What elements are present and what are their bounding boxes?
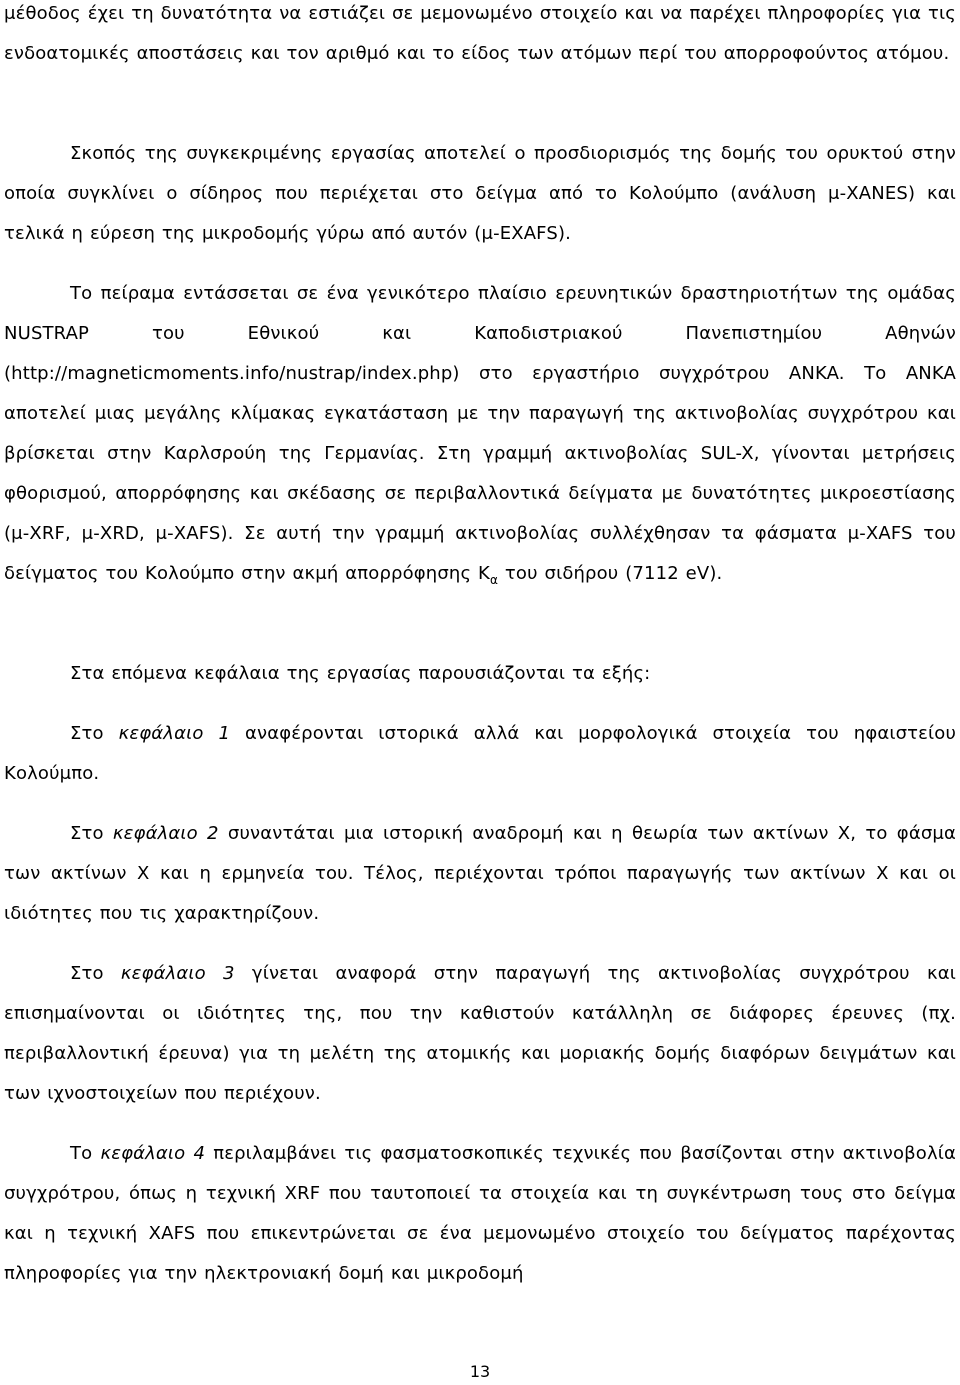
- paragraph-text-end: του σιδήρου (7112 eV).: [498, 563, 723, 584]
- chapter-reference: κεφάλαιο 4: [100, 1143, 206, 1164]
- chapter-reference: κεφάλαιο 3: [120, 963, 235, 984]
- paragraph-text: αναφέρονται ιστορικά αλλά και μορφολογικά στοιχεία του ηφαιστείου Κολούμπο.: [4, 723, 957, 784]
- paragraph-text: Το πείραμα εντάσσεται σε ένα γενικότερο πλαίσιο ερευνητικών δραστηριοτήτων της ομάδας NUSTRAP του Εθνικού και Καποδιστριακού Πανεπιστημίου Αθηνών (http://magneticmoments.info/nustrap/index.php) στο εργαστήριο συγχρότρου ANKA. Το ANKA αποτελεί μιας μεγάλης κλίμακας εγκατάσταση με την παραγωγή της ακτινοβολίας συγχρότρου και βρίσκεται στην Καρλσρούη της Γερμανίας. Στη γραμμή ακτινοβολίας SUL-X, γίνονται μετρήσεις φθορισμού, απορρόφησης και σκέδασης σε περιβαλλοντικά δείγματα με δυνατότητες μικροεστίασης (μ-XRF, μ-XRD, μ-XAFS). Σε αυτή την γραμμή ακτινοβολίας συλλέχθησαν τα φάσματα μ-XAFS του δείγματος του Κολούμπο στην ακμή απορρόφησης K: [4, 283, 956, 584]
- paragraph-experiment: [4, 274, 956, 595]
- paragraph-lead: Στο: [70, 823, 113, 844]
- paragraph-chapter-2: [4, 814, 956, 934]
- paragraph-text: περιλαμβάνει τις φασματοσκοπικές τεχνικές που βασίζονται στην ακτινοβολία συγχρότρου, όπως η τεχνική XRF που ταυτοποιεί τα στοιχεία και τη συγκέντρωση τους στο δείγμα και η τεχνική XAFS που επικεντρώνεται σε ένα μεμονωμένο στοιχείο του δείγματος παρέχοντας πληροφορίες για την ηλεκτρονιακή δομή και μικροδομή: [4, 1143, 956, 1284]
- paragraph-text: Στα επόμενα κεφάλαια της εργασίας παρουσιάζονται τα εξής:: [70, 663, 651, 684]
- paragraph-purpose: [4, 134, 956, 254]
- chapter-reference: κεφάλαιο 2: [112, 823, 219, 844]
- paragraph-text: Σκοπός της συγκεκριμένης εργασίας αποτελεί ο προσδιορισμός της δομής του ορυκτού στην οποία συγκλίνει ο σίδηρος που περιέχεται στο δείγμα από το Κολούμπο (ανάλυση μ-XANES) και τελικά η εύρεση της μικροδομής γύρω από αυτόν (μ-EXAFS).: [4, 143, 956, 244]
- chapter-reference: κεφάλαιο 1: [118, 723, 231, 744]
- paragraph-chapter-3: [4, 954, 956, 1114]
- paragraph-text: συναντάται μια ιστορική αναδρομή και η θεωρία των ακτίνων X, το φάσμα των ακτίνων X και η ερμηνεία του. Τέλος, περιέχονται τρόποι παραγωγής των ακτίνων X και οι ιδιότητες που τις χαρακτηρίζουν.: [4, 823, 957, 924]
- paragraph-text: γίνεται αναφορά στην παραγωγή της ακτινοβολίας συγχρότρου και επισημαίνονται οι ιδιότητες της, που την καθιστούν κατάλληλη σε διάφορες έρευνες (πχ. περιβαλλοντική έρευνα) για τη μελέτη της ατομικής και μοριακής δομής διαφόρων δειγμάτων και των ιχνοστοιχείων που περιέχουν.: [4, 963, 956, 1104]
- paragraph-chapter-4: [4, 1134, 956, 1294]
- paragraph-chapter-1: [4, 714, 956, 794]
- k-alpha-subscript: α: [490, 573, 499, 587]
- paragraph-lead: Στο: [70, 963, 121, 984]
- paragraph-lead: Το: [70, 1143, 101, 1164]
- paragraph-chapters-intro: [4, 654, 956, 694]
- paragraph-method-continuation: [4, 0, 956, 74]
- paragraph-lead: Στο: [70, 723, 119, 744]
- page-number: 13: [469, 1362, 491, 1381]
- paragraph-text: μέθοδος έχει τη δυνατότητα να εστιάζει σε μεμονωμένο στοιχείο και να παρέχει πληροφορίες για τις ενδοατομικές αποστάσεις και τον αριθμό και το είδος των ατόμων περί του απορροφούντος ατόμου.: [4, 3, 956, 64]
